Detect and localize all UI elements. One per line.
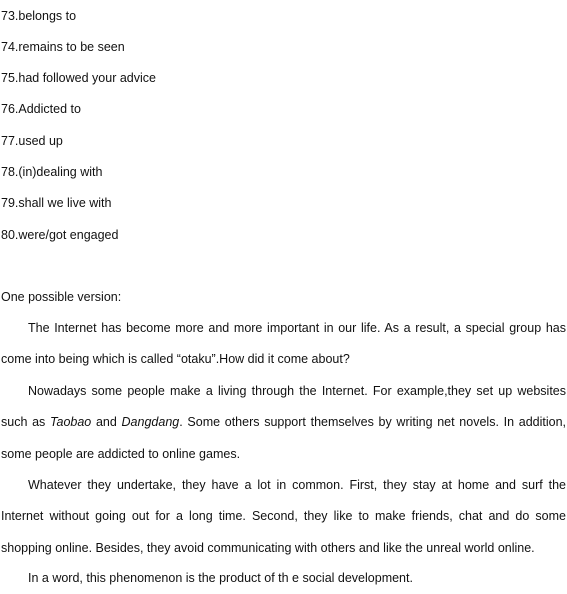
taobao-text: Taobao: [50, 415, 92, 430]
answer-76: 76.Addicted to: [1, 102, 81, 116]
essay-label: One possible version:: [1, 290, 122, 304]
essay-paragraph-1: The Internet has become more and more important in our life. As a result, a special group has come into being which is called “otaku”.How did it come about?: [1, 321, 566, 367]
essay-paragraph-4: In a word, this phenomenon is the product of th e social development.: [28, 571, 413, 585]
answer-78: 78.(in)dealing with: [1, 165, 103, 179]
dangdang-text: Dangdang: [121, 415, 180, 430]
essay-paragraph-2: [1, 376, 566, 470]
essay-paragraph-3: Whatever they undertake, they have a lot in common. First, they stay at home and surf the Internet without going out for a long time. Second, they like to make friends, chat and do some shopping online. Besides, they avoid communicating with others and like the unreal world online.: [1, 478, 566, 555]
answer-77: 77.used up: [1, 134, 63, 148]
answer-75: 75.had followed your advice: [1, 71, 156, 85]
essay-paragraph-2-and: and: [91, 415, 122, 430]
answer-74: 74.remains to be seen: [1, 40, 125, 54]
answer-79: 79.shall we live with: [1, 196, 112, 210]
essay-paragraph-2-start: Nowadays some people make a living through the Internet. For example,they set up websites such as: [1, 384, 566, 430]
answer-73: 73.belongs to: [1, 9, 77, 23]
answer-80: 80.were/got engaged: [1, 228, 119, 242]
essay-paragraph-2-end: . Some others support themselves by writing net novels. In addition, some people are addicted to online games.: [1, 415, 566, 461]
